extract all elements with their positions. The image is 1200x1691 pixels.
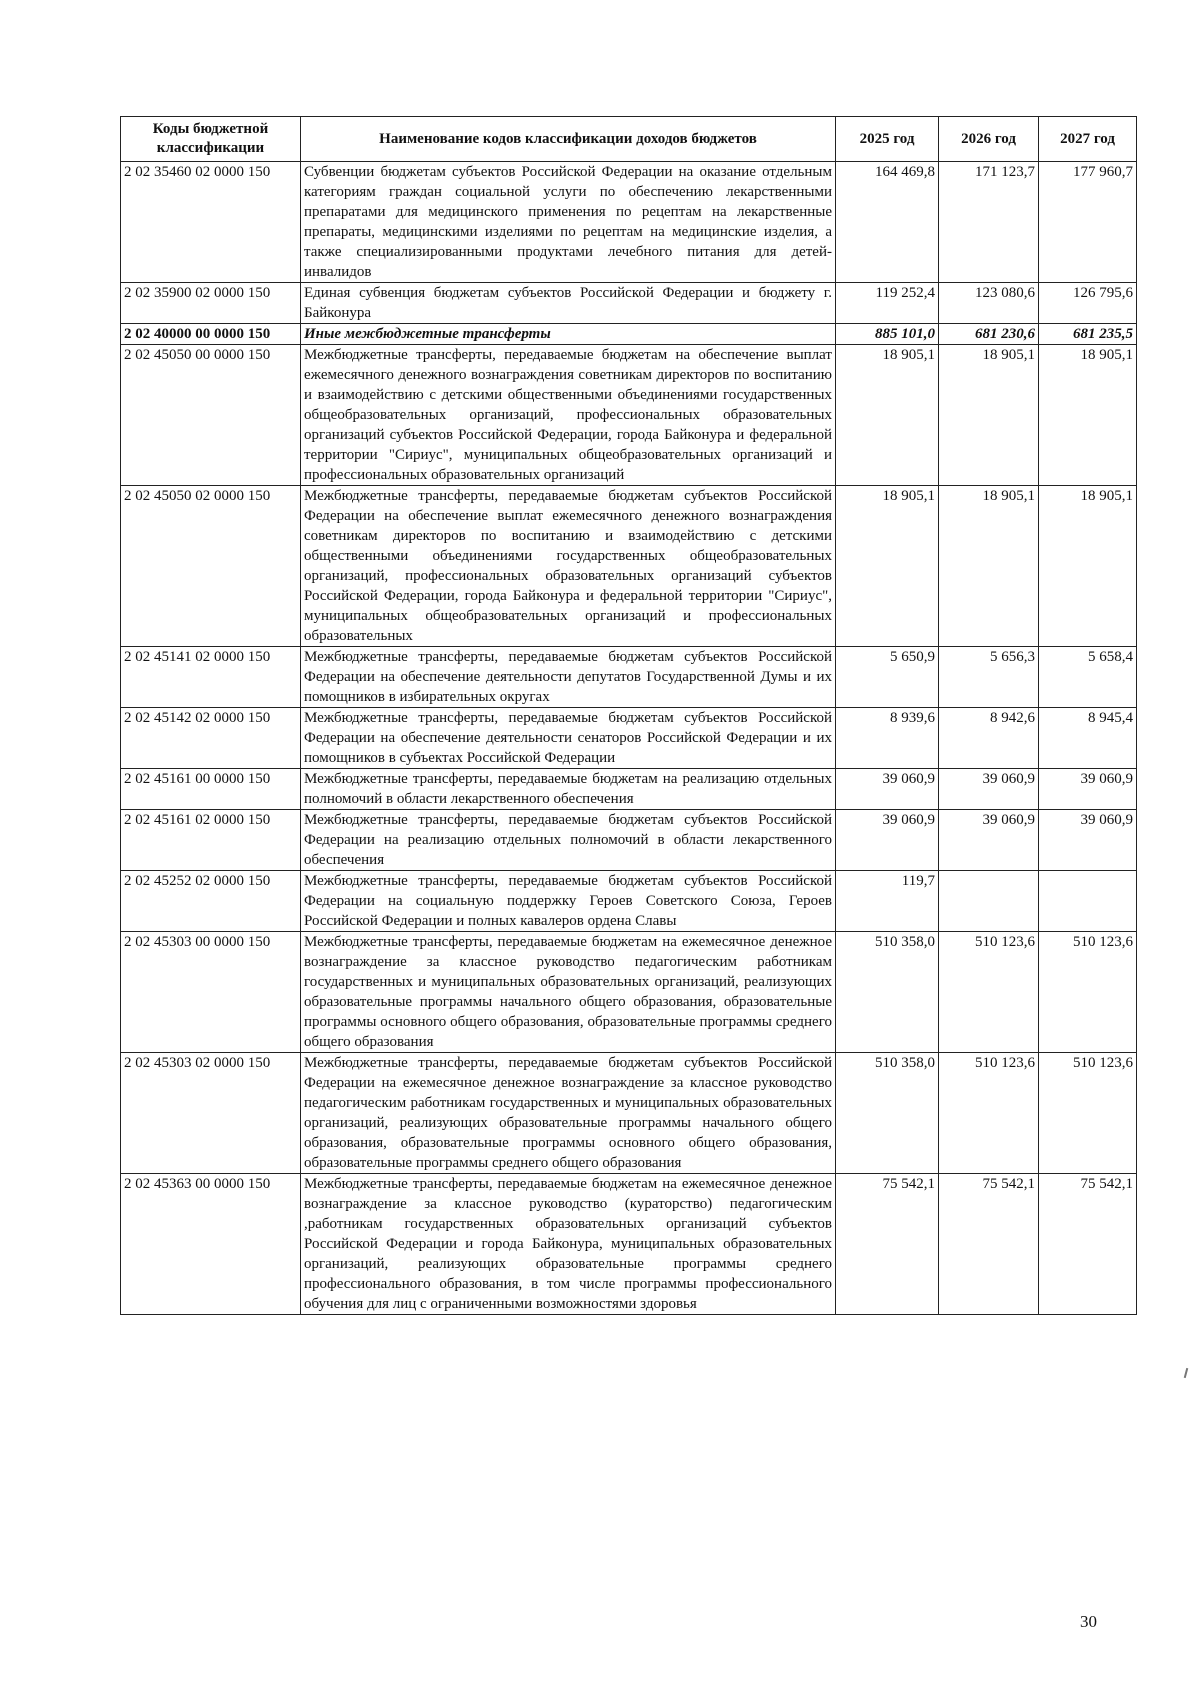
- row-value-2027: 39 060,9: [1039, 769, 1137, 810]
- row-value-2026: 510 123,6: [939, 932, 1039, 1053]
- row-name: Субвенции бюджетам субъектов Российской Федерации на оказание отдельным категориям граждан социальной услуги по обеспечению лекарственными препаратами для медицинского применения по рецептам на лекарственные препараты, медицинскими изделиями по рецептам на медицинские изделия, а также специализированными продуктами лечебного питания для детей-инвалидов: [301, 162, 836, 283]
- row-name: Межбюджетные трансферты, передаваемые бюджетам субъектов Российской Федерации на обеспечение выплат ежемесячного денежного вознаграждения советникам директоров по воспитанию и взаимодействию с детскими общественными объединениями государственных общеобразовательных организаций, профессиональных образовательных организаций субъектов Российской Федерации, города Байконура и федеральной территории "Сириус", муниципальных общеобразовательных организаций и профессиональных образовательных: [301, 486, 836, 647]
- row-code: 2 02 45142 02 0000 150: [121, 708, 301, 769]
- table-row: [121, 708, 1137, 769]
- row-value-2025: 119 252,4: [836, 283, 939, 324]
- table-row: [121, 486, 1137, 647]
- row-code: 2 02 35900 02 0000 150: [121, 283, 301, 324]
- table-row: [121, 769, 1137, 810]
- row-value-2025: 119,7: [836, 871, 939, 932]
- row-value-2027: 510 123,6: [1039, 932, 1137, 1053]
- table-row: [121, 1053, 1137, 1174]
- row-code: 2 02 45141 02 0000 150: [121, 647, 301, 708]
- table-row: [121, 324, 1137, 345]
- row-code: 2 02 45303 00 0000 150: [121, 932, 301, 1053]
- header-year-2025: 2025 год: [836, 117, 939, 162]
- budget-classification-table: [120, 116, 1137, 1315]
- row-value-2027: 8 945,4: [1039, 708, 1137, 769]
- row-code: 2 02 40000 00 0000 150: [121, 324, 301, 345]
- row-code: 2 02 45050 00 0000 150: [121, 345, 301, 486]
- row-name: Межбюджетные трансферты, передаваемые бюджетам субъектов Российской Федерации на социальную поддержку Героев Советского Союза, Героев Российской Федерации и полных кавалеров ордена Славы: [301, 871, 836, 932]
- row-value-2025: 885 101,0: [836, 324, 939, 345]
- table-row: [121, 283, 1137, 324]
- row-value-2026: 510 123,6: [939, 1053, 1039, 1174]
- row-value-2027: 126 795,6: [1039, 283, 1137, 324]
- row-value-2027: 18 905,1: [1039, 486, 1137, 647]
- row-name: Межбюджетные трансферты, передаваемые бюджетам на реализацию отдельных полномочий в области лекарственного обеспечения: [301, 769, 836, 810]
- row-value-2026: 5 656,3: [939, 647, 1039, 708]
- header-code: Коды бюджетной классификации: [121, 117, 301, 162]
- table-row: [121, 162, 1137, 283]
- row-code: 2 02 45252 02 0000 150: [121, 871, 301, 932]
- row-name: Межбюджетные трансферты, передаваемые бюджетам на ежемесячное денежное вознаграждение за классное руководство (кураторство) педагогическим ,работникам государственных образовательных организаций субъектов Российской Федерации и города Байконура, муниципальных образовательных организаций, реализующих образовательные программы среднего профессионального образования, в том числе программы профессионального обучения для лиц с ограниченными возможностями здоровья: [301, 1174, 836, 1315]
- row-value-2025: 510 358,0: [836, 1053, 939, 1174]
- row-code: 2 02 45050 02 0000 150: [121, 486, 301, 647]
- row-value-2027: [1039, 871, 1137, 932]
- table-row: [121, 932, 1137, 1053]
- table-row: [121, 345, 1137, 486]
- table-row: [121, 647, 1137, 708]
- row-code: 2 02 45161 02 0000 150: [121, 810, 301, 871]
- row-value-2025: 18 905,1: [836, 345, 939, 486]
- row-value-2026: 39 060,9: [939, 810, 1039, 871]
- row-name: Межбюджетные трансферты, передаваемые бюджетам субъектов Российской Федерации на обеспечение деятельности сенаторов Российской Федерации и их помощников в субъектах Российской Федерации: [301, 708, 836, 769]
- row-value-2026: 18 905,1: [939, 486, 1039, 647]
- table-header-row: [121, 117, 1137, 162]
- row-value-2026: 171 123,7: [939, 162, 1039, 283]
- table-row: [121, 871, 1137, 932]
- header-year-2026: 2026 год: [939, 117, 1039, 162]
- row-name: Межбюджетные трансферты, передаваемые бюджетам на ежемесячное денежное вознаграждение за классное руководство педагогическим работникам государственных и муниципальных образовательных организаций, реализующих образовательные программы начального общего образования, образовательные программы основного общего образования, образовательные программы среднего общего образования: [301, 932, 836, 1053]
- row-value-2027: 681 235,5: [1039, 324, 1137, 345]
- row-name: Межбюджетные трансферты, передаваемые бюджетам на обеспечение выплат ежемесячного денежного вознаграждения советникам директоров по воспитанию и взаимодействию с детскими общественными объединениями государственных общеобразовательных организаций, профессиональных образовательных организаций субъектов Российской Федерации, города Байконура и федеральной территории "Сириус", муниципальных общеобразовательных организаций и профессиональных образовательных организаций: [301, 345, 836, 486]
- row-value-2025: 510 358,0: [836, 932, 939, 1053]
- row-value-2025: 75 542,1: [836, 1174, 939, 1315]
- row-code: 2 02 35460 02 0000 150: [121, 162, 301, 283]
- row-name: Межбюджетные трансферты, передаваемые бюджетам субъектов Российской Федерации на ежемесячное денежное вознаграждение за классное руководство педагогическим работникам государственных и муниципальных образовательных организаций, реализующих образовательные программы начального общего образования, образовательные программы основного общего образования, образовательные программы среднего общего образования: [301, 1053, 836, 1174]
- row-name: Единая субвенция бюджетам субъектов Российской Федерации и бюджету г. Байконура: [301, 283, 836, 324]
- row-name: Межбюджетные трансферты, передаваемые бюджетам субъектов Российской Федерации на обеспечение деятельности депутатов Государственной Думы и их помощников в избирательных округах: [301, 647, 836, 708]
- row-name: Иные межбюджетные трансферты: [301, 324, 836, 345]
- row-value-2025: 8 939,6: [836, 708, 939, 769]
- row-value-2026: 39 060,9: [939, 769, 1039, 810]
- row-value-2025: 18 905,1: [836, 486, 939, 647]
- margin-mark: [1184, 1368, 1189, 1378]
- table-row: [121, 1174, 1137, 1315]
- header-year-2027: 2027 год: [1039, 117, 1137, 162]
- row-value-2027: 5 658,4: [1039, 647, 1137, 708]
- row-name: Межбюджетные трансферты, передаваемые бюджетам субъектов Российской Федерации на реализацию отдельных полномочий в области лекарственного обеспечения: [301, 810, 836, 871]
- row-value-2025: 39 060,9: [836, 810, 939, 871]
- row-value-2027: 39 060,9: [1039, 810, 1137, 871]
- row-value-2027: 18 905,1: [1039, 345, 1137, 486]
- row-value-2026: 8 942,6: [939, 708, 1039, 769]
- row-value-2026: 18 905,1: [939, 345, 1039, 486]
- row-value-2026: 123 080,6: [939, 283, 1039, 324]
- row-code: 2 02 45303 02 0000 150: [121, 1053, 301, 1174]
- row-value-2026: [939, 871, 1039, 932]
- header-name: Наименование кодов классификации доходов бюджетов: [301, 117, 836, 162]
- row-code: 2 02 45363 00 0000 150: [121, 1174, 301, 1315]
- row-value-2025: 5 650,9: [836, 647, 939, 708]
- table-row: [121, 810, 1137, 871]
- row-value-2027: 75 542,1: [1039, 1174, 1137, 1315]
- row-value-2026: 681 230,6: [939, 324, 1039, 345]
- table-body: [121, 162, 1137, 1315]
- page-number: 30: [1080, 1612, 1097, 1631]
- row-value-2025: 39 060,9: [836, 769, 939, 810]
- row-value-2026: 75 542,1: [939, 1174, 1039, 1315]
- row-value-2025: 164 469,8: [836, 162, 939, 283]
- row-value-2027: 510 123,6: [1039, 1053, 1137, 1174]
- row-code: 2 02 45161 00 0000 150: [121, 769, 301, 810]
- row-value-2027: 177 960,7: [1039, 162, 1137, 283]
